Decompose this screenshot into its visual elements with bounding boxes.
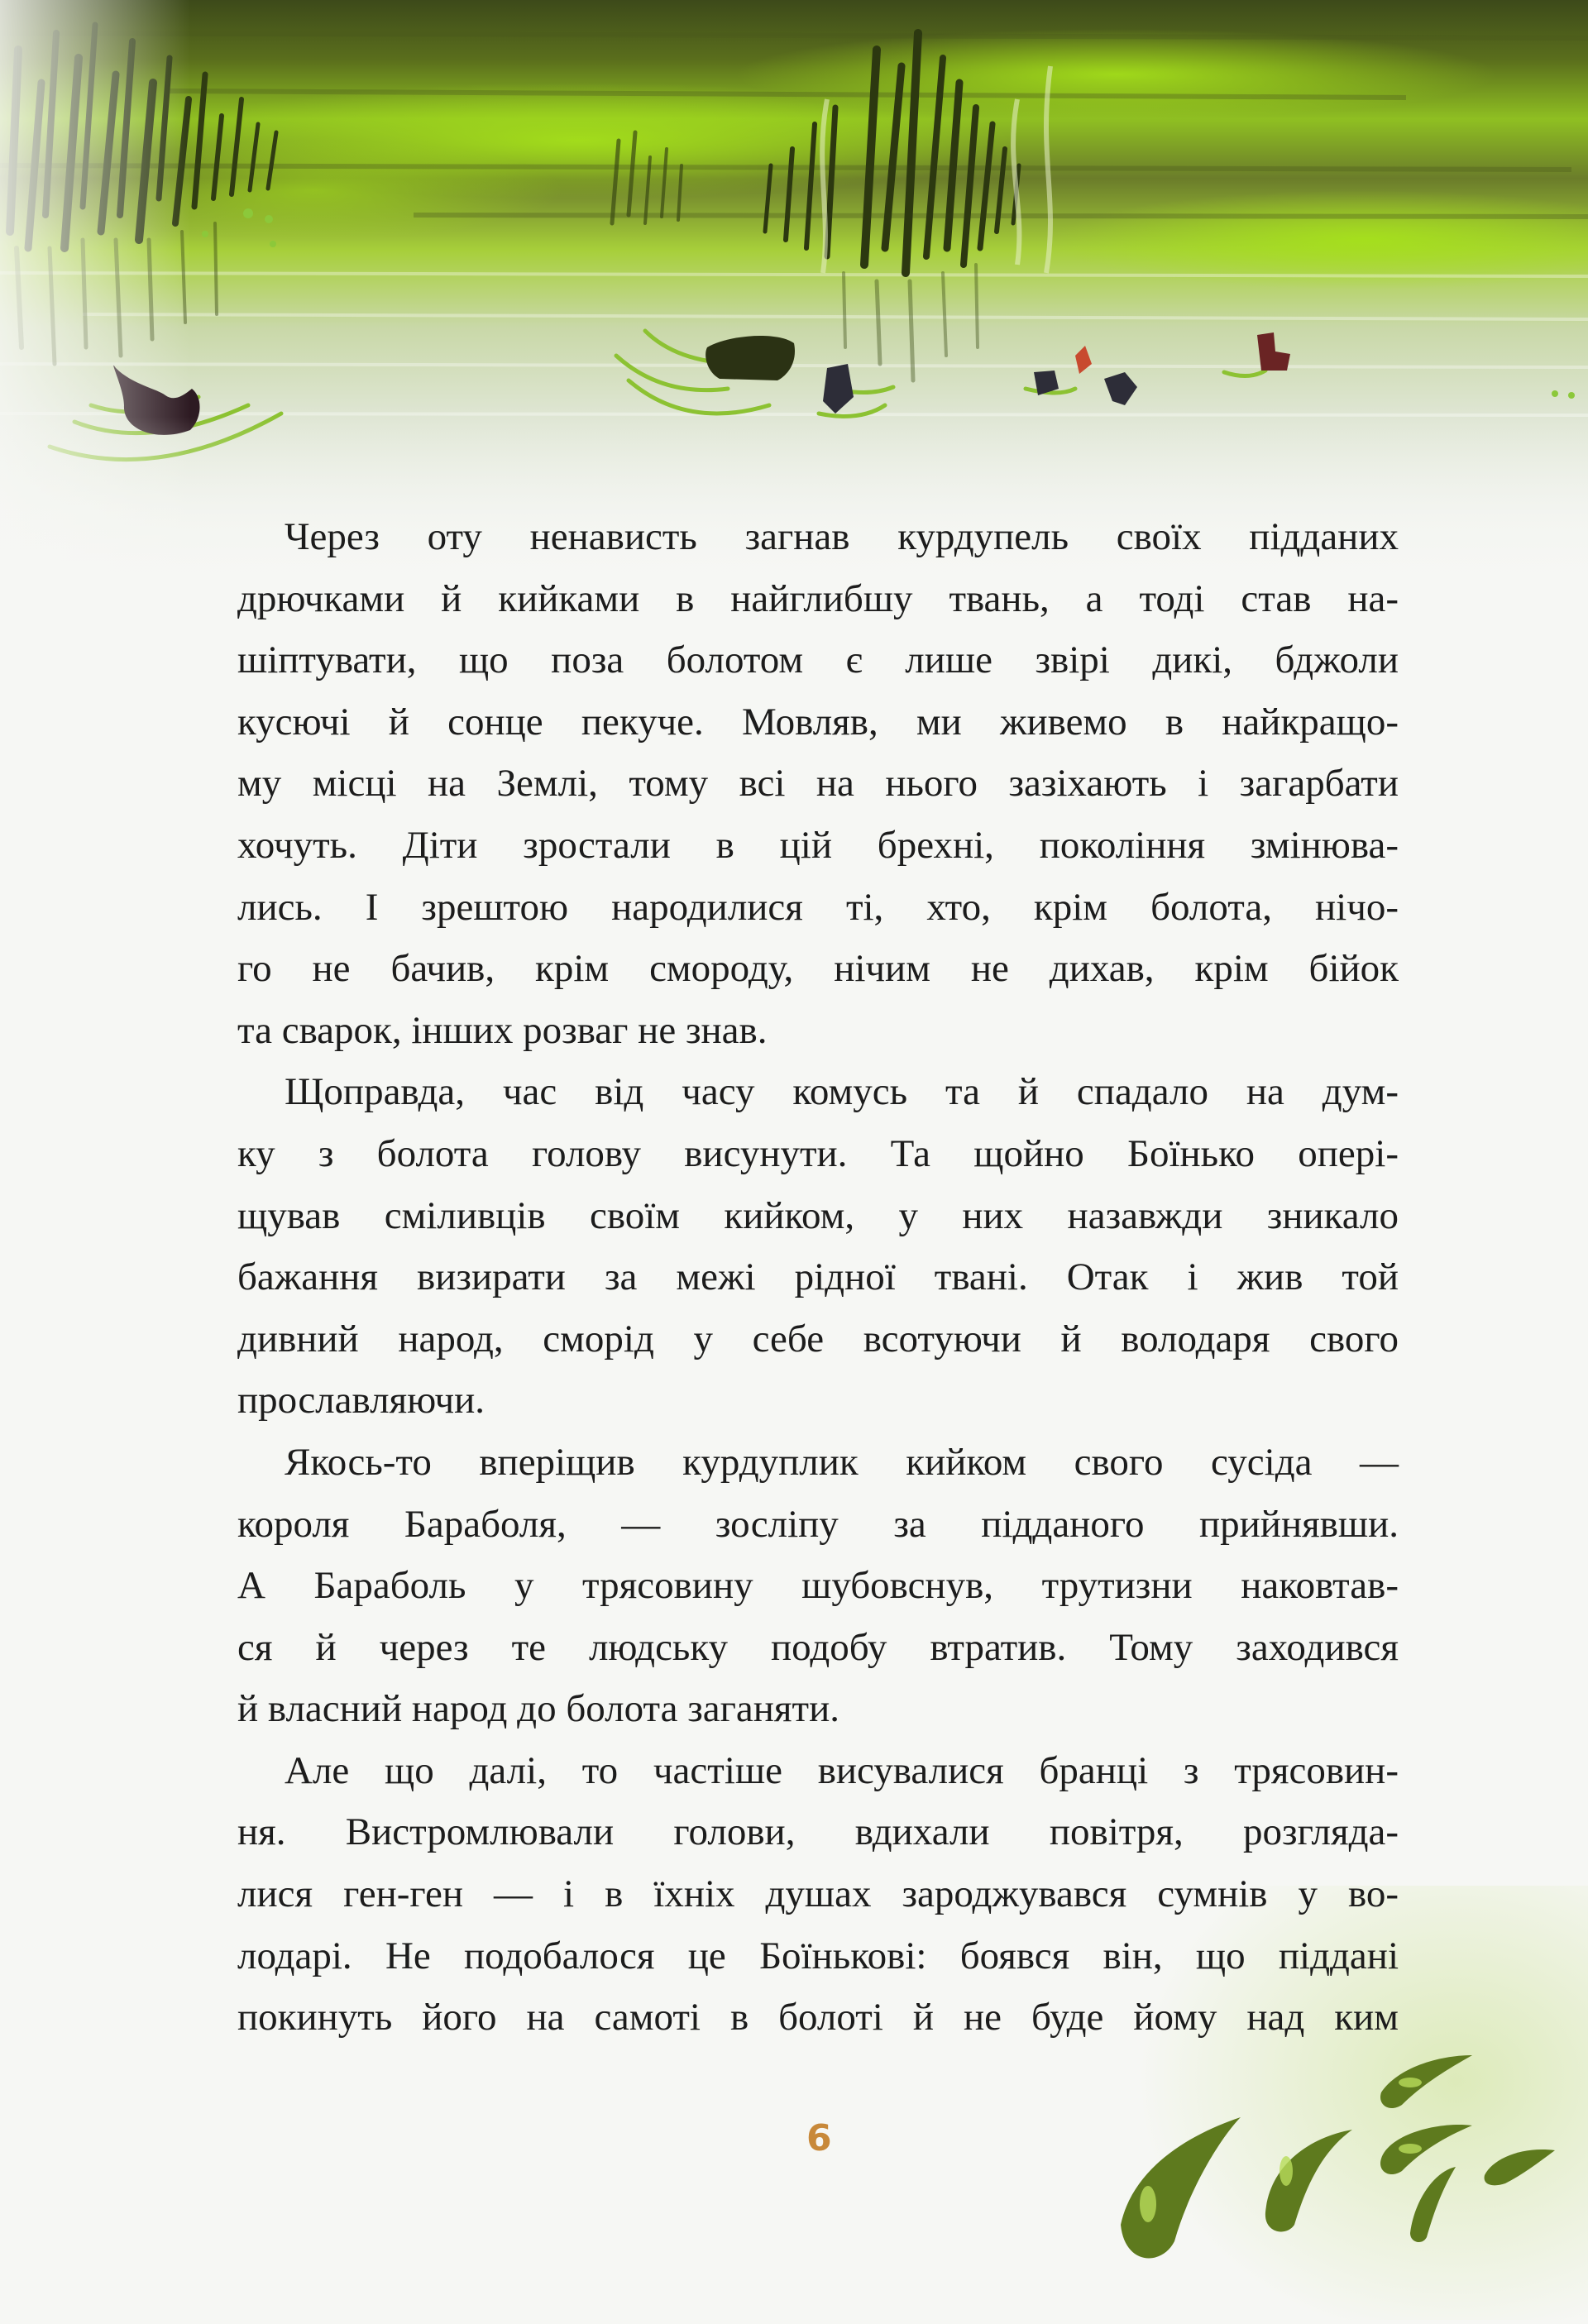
story-text (237, 506, 1399, 2049)
text-line: ку з болота голову висунути. Та щойно Боїнько опері- (237, 1131, 1399, 1175)
text-line: лись. І зрештою народилися ті, хто, крім болота, нічо- (237, 885, 1399, 929)
text-line: Але що далі, то частіше висувалися бранці з трясовин- (285, 1748, 1399, 1792)
paragraph-3 (237, 1432, 1399, 1740)
text-line: хочуть. Діти зростали в цій брехні, покоління змінюва- (237, 823, 1399, 867)
text-line: та сварок, інших розваг не знав. (237, 1008, 768, 1052)
text-line: А Бараболь у трясовину шубовснув, трутизни наковтав- (237, 1564, 1399, 1608)
text-line: му місці на Землі, тому всі на нього зазіхають і загарбати (237, 762, 1399, 806)
paragraph-2 (237, 1061, 1399, 1432)
text-line: щував сміливців своїм кийком, у них назавжди зникало (237, 1193, 1399, 1237)
text-line: прославляючи. (237, 1379, 485, 1423)
text-line: кусючі й сонце пекуче. Мовляв, ми живемо в найкращо- (237, 700, 1399, 744)
paragraph-1 (237, 506, 1399, 1061)
paragraph-4 (237, 1740, 1399, 2049)
text-line: го не бачив, крім смороду, нічим не дихав, крім бійок (237, 947, 1399, 991)
text-line: й власний народ до болота заганяти. (237, 1687, 839, 1731)
text-line: ня. Вистромлювали голови, вдихали повітря, розгляда- (237, 1810, 1399, 1854)
text-line: лися ген-ген — і в їхніх душах зароджувався сумнів у во- (237, 1872, 1399, 1916)
text-line: дивний народ, сморід у себе всотуючи й володаря свого (237, 1317, 1399, 1360)
text-line: Через оту ненависть загнав курдупель своїх підданих (285, 515, 1399, 558)
text-line: короля Бараболя, — зосліпу за підданого прийнявши. (237, 1502, 1399, 1546)
text-line: лодарі. Не подобалося це Боїнькові: боявся він, що піддані (237, 1934, 1399, 1977)
text-line: шіптувати, що поза болотом є лише звірі дикі, бджоли (237, 638, 1399, 682)
text-line: Щоправда, час від часу комусь та й спадало на дум- (285, 1070, 1399, 1114)
text-line: ся й через те людську подобу втратив. Тому заходився (237, 1625, 1399, 1669)
text-line: покинуть його на самоті в болоті й не буде йому над ким (237, 1996, 1399, 2039)
text-line: бажання визирати за межі рідної твані. Отак і жив той (237, 1255, 1399, 1299)
text-line: дрючками й кийками в найглибшу твань, а тоді став на- (237, 576, 1399, 620)
page-number: 6 (806, 2117, 832, 2159)
text-line: Якось-то вперіщив курдуплик кийком свого сусіда — (285, 1440, 1399, 1484)
